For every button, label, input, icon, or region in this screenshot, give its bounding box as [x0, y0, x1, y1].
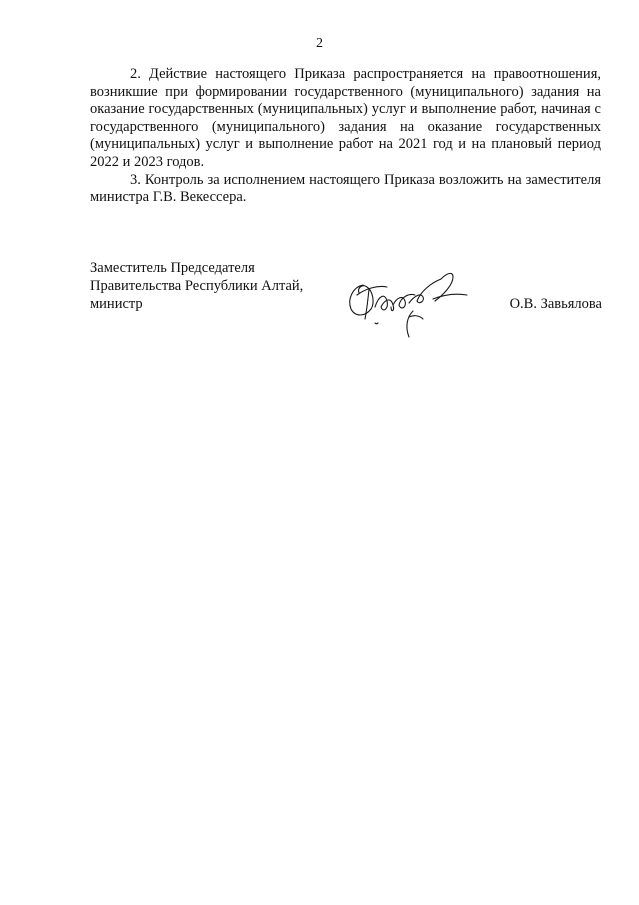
- signatory-name: О.В. Завьялова: [509, 296, 602, 312]
- document-body: [90, 66, 601, 207]
- paragraph-3: 3. Контроль за исполнением настоящего Приказа возложить на заместителя министра Г.В. Векессера.: [90, 171, 601, 206]
- paragraph-2: 2. Действие настоящего Приказа распространяется на правоотношения, возникшие при формировании государственного (муниципального) задания на оказание государственных (муниципальных) услуг и выполнение работ, начиная с государственного (муниципального) задания на оказание государственных (муниципальных) услуг и выполнение работ на 2021 год и на плановый период 2022 и 2023 годов.: [90, 66, 601, 170]
- signatory-title: [90, 259, 350, 313]
- signatory-title-line-2: Правительства Республики Алтай,: [90, 278, 304, 294]
- signatory-title-line-3: министр: [90, 296, 143, 312]
- page-number: 2: [316, 36, 323, 51]
- handwritten-signature: [335, 265, 475, 340]
- signatory-title-line-1: Заместитель Председателя: [90, 260, 255, 276]
